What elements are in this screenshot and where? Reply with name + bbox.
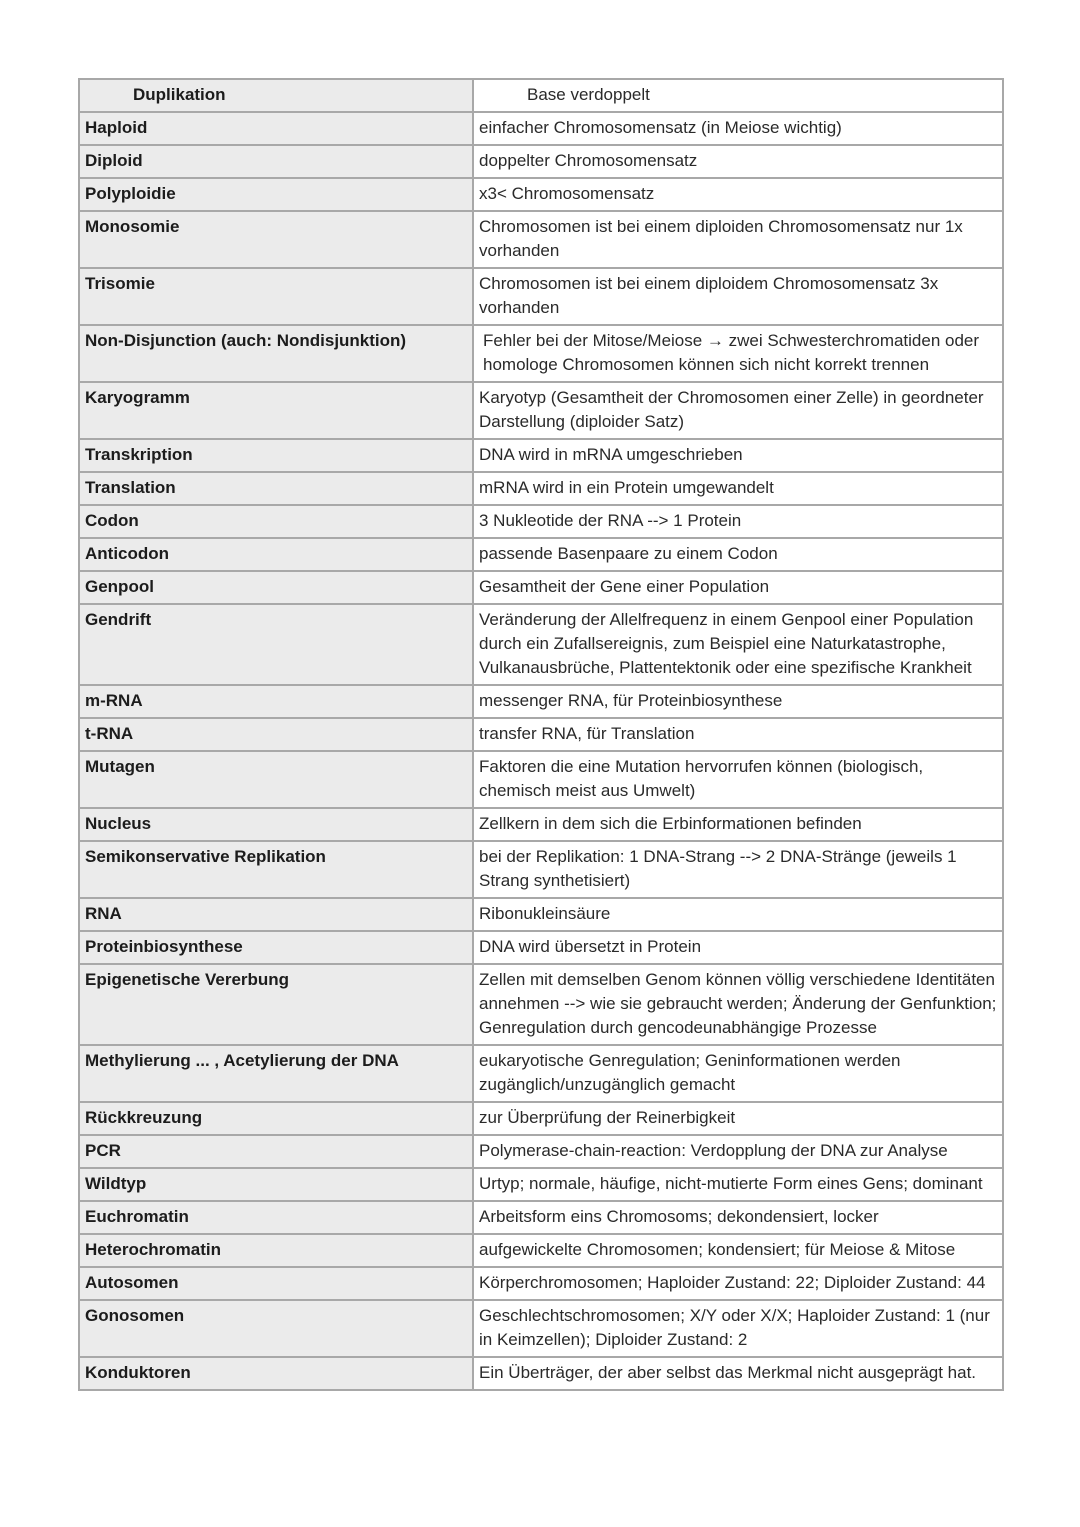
definition-cell: 3 Nukleotide der RNA --> 1 Protein <box>473 505 1003 538</box>
table-row <box>79 112 1003 145</box>
definition-cell: bei der Replikation: 1 DNA-Strang --> 2 DNA-Stränge (jeweils 1 Strang synthetisiert) <box>473 841 1003 898</box>
definition-cell: Base verdoppelt <box>473 79 1003 112</box>
term-cell: Genpool <box>79 571 473 604</box>
term-cell: Proteinbiosynthese <box>79 931 473 964</box>
definition-cell: Chromosomen ist bei einem diploiden Chromosomensatz nur 1x vorhanden <box>473 211 1003 268</box>
table-row <box>79 1201 1003 1234</box>
definition-cell: Geschlechtschromosomen; X/Y oder X/X; Haploider Zustand: 1 (nur in Keimzellen); Diploider Zustand: 2 <box>473 1300 1003 1357</box>
table-row <box>79 325 1003 382</box>
definition-cell: Fehler bei der Mitose/Meiose → zwei Schwesterchromatiden oder homologe Chromosomen können sich nicht korrekt trennen <box>473 325 1003 382</box>
table-row <box>79 604 1003 685</box>
table-row <box>79 931 1003 964</box>
table-row <box>79 145 1003 178</box>
definition-cell: Zellen mit demselben Genom können völlig verschiedene Identitäten annehmen --> wie sie gebraucht werden; Änderung der Genfunktion; Genregulation durch gencodeunabhängige Prozesse <box>473 964 1003 1045</box>
definition-cell: DNA wird übersetzt in Protein <box>473 931 1003 964</box>
term-cell: Nucleus <box>79 808 473 841</box>
table-row <box>79 685 1003 718</box>
term-cell: Transkription <box>79 439 473 472</box>
table-row <box>79 718 1003 751</box>
term-cell: Trisomie <box>79 268 473 325</box>
term-cell: Semikonservative Replikation <box>79 841 473 898</box>
table-row <box>79 439 1003 472</box>
table-row <box>79 505 1003 538</box>
definition-cell: transfer RNA, für Translation <box>473 718 1003 751</box>
definition-cell: passende Basenpaare zu einem Codon <box>473 538 1003 571</box>
definition-cell: einfacher Chromosomensatz (in Meiose wichtig) <box>473 112 1003 145</box>
definition-cell: Arbeitsform eins Chromosoms; dekondensiert, locker <box>473 1201 1003 1234</box>
definition-cell: Faktoren die eine Mutation hervorrufen können (biologisch, chemisch meist aus Umwelt) <box>473 751 1003 808</box>
definition-cell: Karyotyp (Gesamtheit der Chromosomen einer Zelle) in geordneter Darstellung (diploider Satz) <box>473 382 1003 439</box>
table-row <box>79 1045 1003 1102</box>
table-row <box>79 1267 1003 1300</box>
table-row <box>79 382 1003 439</box>
definition-cell: Polymerase-chain-reaction: Verdopplung der DNA zur Analyse <box>473 1135 1003 1168</box>
table-row <box>79 1135 1003 1168</box>
term-cell: Konduktoren <box>79 1357 473 1390</box>
term-cell: Translation <box>79 472 473 505</box>
definition-cell: zur Überprüfung der Reinerbigkeit <box>473 1102 1003 1135</box>
term-cell: Heterochromatin <box>79 1234 473 1267</box>
definition-cell: DNA wird in mRNA umgeschrieben <box>473 439 1003 472</box>
table-row <box>79 538 1003 571</box>
definition-cell: aufgewickelte Chromosomen; kondensiert; für Meiose & Mitose <box>473 1234 1003 1267</box>
term-cell: Diploid <box>79 145 473 178</box>
table-row <box>79 898 1003 931</box>
definition-cell: Chromosomen ist bei einem diploidem Chromosomensatz 3x vorhanden <box>473 268 1003 325</box>
term-cell: Codon <box>79 505 473 538</box>
term-cell: Mutagen <box>79 751 473 808</box>
term-cell: Euchromatin <box>79 1201 473 1234</box>
term-cell: Duplikation <box>79 79 473 112</box>
table-row <box>79 472 1003 505</box>
term-cell: Karyogramm <box>79 382 473 439</box>
term-cell: Anticodon <box>79 538 473 571</box>
term-cell: Polyploidie <box>79 178 473 211</box>
definition-cell: Gesamtheit der Gene einer Population <box>473 571 1003 604</box>
table-row <box>79 841 1003 898</box>
term-cell: RNA <box>79 898 473 931</box>
term-cell: Monosomie <box>79 211 473 268</box>
table-row <box>79 268 1003 325</box>
term-cell: Methylierung ... , Acetylierung der DNA <box>79 1045 473 1102</box>
table-row <box>79 808 1003 841</box>
glossary-table <box>78 78 1004 1391</box>
term-cell: t-RNA <box>79 718 473 751</box>
table-row <box>79 178 1003 211</box>
table-row <box>79 211 1003 268</box>
definition-cell: Veränderung der Allelfrequenz in einem Genpool einer Population durch ein Zufallsereignis, zum Beispiel eine Naturkatastrophe, Vulkanausbrüche, Plattentektonik oder eine spezifische Krankheit <box>473 604 1003 685</box>
term-cell: Autosomen <box>79 1267 473 1300</box>
term-cell: Epigenetische Vererbung <box>79 964 473 1045</box>
term-cell: PCR <box>79 1135 473 1168</box>
term-cell: m-RNA <box>79 685 473 718</box>
definition-cell: messenger RNA, für Proteinbiosynthese <box>473 685 1003 718</box>
term-cell: Gonosomen <box>79 1300 473 1357</box>
table-row <box>79 79 1003 112</box>
table-row <box>79 751 1003 808</box>
term-cell: Haploid <box>79 112 473 145</box>
definition-cell: Körperchromosomen; Haploider Zustand: 22; Diploider Zustand: 44 <box>473 1267 1003 1300</box>
definition-cell: eukaryotische Genregulation; Geninformationen werden zugänglich/unzugänglich gemacht <box>473 1045 1003 1102</box>
definition-cell: Urtyp; normale, häufige, nicht-mutierte Form eines Gens; dominant <box>473 1168 1003 1201</box>
table-row <box>79 964 1003 1045</box>
definition-cell: doppelter Chromosomensatz <box>473 145 1003 178</box>
table-row <box>79 1102 1003 1135</box>
definition-cell: Zellkern in dem sich die Erbinformationen befinden <box>473 808 1003 841</box>
term-cell: Rückkreuzung <box>79 1102 473 1135</box>
table-row <box>79 1357 1003 1390</box>
definition-cell: Ein Überträger, der aber selbst das Merkmal nicht ausgeprägt hat. <box>473 1357 1003 1390</box>
table-row <box>79 1300 1003 1357</box>
definition-cell: mRNA wird in ein Protein umgewandelt <box>473 472 1003 505</box>
definition-cell: Ribonukleinsäure <box>473 898 1003 931</box>
table-row <box>79 1234 1003 1267</box>
definition-cell: x3< Chromosomensatz <box>473 178 1003 211</box>
table-row <box>79 571 1003 604</box>
term-cell: Gendrift <box>79 604 473 685</box>
term-cell: Wildtyp <box>79 1168 473 1201</box>
table-row <box>79 1168 1003 1201</box>
term-cell: Non-Disjunction (auch: Nondisjunktion) <box>79 325 473 382</box>
glossary-body <box>79 79 1003 1390</box>
